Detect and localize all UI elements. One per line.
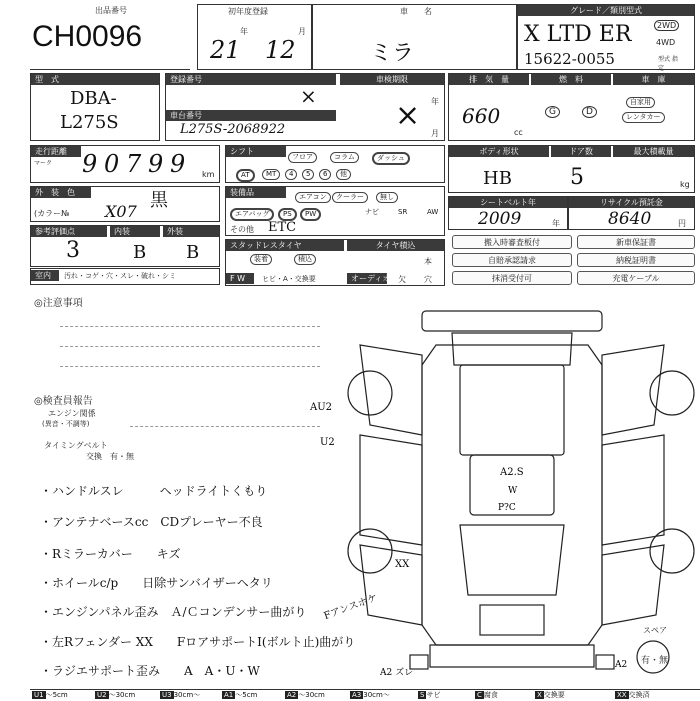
inspection-month: 月 xyxy=(431,129,439,138)
seatbelt-unit: 年 xyxy=(552,219,560,228)
caution-line xyxy=(60,366,320,367)
diagram-rear-glass xyxy=(460,525,564,595)
diagram-mark: AU2 xyxy=(310,402,333,413)
aircon-none: 無し xyxy=(376,192,398,203)
doc-liability: 自賠承認請求 xyxy=(452,253,572,267)
legend-u2: U2 ～30cm xyxy=(97,691,136,699)
diagram-right-rear xyxy=(602,545,664,625)
equip-navi: ナビ xyxy=(362,208,382,217)
room-label: 室内 xyxy=(31,270,59,281)
body-value: HB xyxy=(483,168,512,189)
diagram-mark: A2 xyxy=(615,660,628,670)
seatbelt-value: 2009 xyxy=(478,209,522,229)
first-reg-label: 初年度登録 xyxy=(228,7,268,16)
diagram-front-glass xyxy=(460,365,564,455)
diagram-rear-tailgate xyxy=(480,605,544,635)
doc-deregistration: 抹消受付可 xyxy=(452,271,572,285)
yen-unit: 円 xyxy=(678,219,686,228)
report-line xyxy=(130,426,320,427)
type-code: 15622-0055 xyxy=(524,50,615,68)
equip-ps: PS xyxy=(278,208,297,221)
interior-label: 内装 xyxy=(110,226,160,237)
diagram-rear-bumper xyxy=(430,645,594,667)
chassis-label: 車台番号 xyxy=(166,110,336,121)
diagram-front-bumper xyxy=(422,311,602,331)
lot-number-label: 出品番号 xyxy=(95,6,127,15)
diagram-mark: P?C xyxy=(498,503,516,513)
equip-airbag: エアバッグ xyxy=(230,208,274,221)
exterior-value: B xyxy=(186,242,200,263)
mileage-digit: 7 xyxy=(126,150,142,178)
diagram-rear-plate xyxy=(410,655,428,669)
audio-hole: 穴 xyxy=(424,275,432,284)
shift-5: 5 xyxy=(302,169,314,180)
doors-value: 5 xyxy=(570,165,584,190)
diagram-mark: A2 ズレ xyxy=(380,668,414,678)
mileage-digit: 9 xyxy=(170,150,186,178)
studless-label: スタッドレスタイヤ xyxy=(226,240,344,251)
seatbelt-label: シートベルト年 xyxy=(449,197,567,208)
drive-4wd: 4WD xyxy=(656,38,676,47)
eval-label: 参考評価点 xyxy=(31,226,107,237)
legend-xx: XX 交換済 xyxy=(617,691,650,699)
room-options: 汚れ・コゲ・穴・スレ・破れ・シミ xyxy=(64,272,176,280)
car-name-label: 車 名 xyxy=(400,7,432,16)
usage-rental: レンタカー xyxy=(622,112,665,123)
grade-label: グレード／類別型式 xyxy=(518,5,694,16)
mileage-digit: 9 xyxy=(148,150,164,178)
equip-label: 装備品 xyxy=(226,187,286,198)
shift-mt: MT xyxy=(262,169,280,180)
displacement-value: 660 xyxy=(462,104,501,128)
engine-sub: (異音・不調等) xyxy=(42,420,90,428)
legend-x: X 交換要 xyxy=(537,691,565,699)
shift-dash: ダッシュ xyxy=(372,152,410,165)
spare-label: スペア xyxy=(643,626,667,635)
note-line: ・左Rフェンダー XX FロアサポートI(ボルト止)曲がり xyxy=(40,635,356,649)
note-line: ・アンテナベースcc CDプレーヤー不良 xyxy=(40,515,263,529)
mileage-sub: マーク xyxy=(34,160,53,167)
grade-value: X LTD ER xyxy=(524,22,632,47)
diagram-right-fender xyxy=(602,345,664,435)
diagram-left-fender xyxy=(360,345,422,435)
recycle-value: 8640 xyxy=(608,209,652,229)
doors-label: ドア数 xyxy=(551,146,611,157)
month-unit: 月 xyxy=(298,27,306,36)
first-reg-year: 21 xyxy=(210,36,241,64)
mileage-label: 走行距離 xyxy=(31,146,81,157)
car-name: ミラ xyxy=(370,41,415,66)
aircon-ac: エアコン xyxy=(295,192,331,203)
report-title: ◎検査員報告 xyxy=(34,396,93,407)
color-value: 黒 xyxy=(150,190,168,211)
diagram-wheel-fr xyxy=(650,371,694,415)
fuel-label: 燃 料 xyxy=(531,74,611,85)
legend-a1: A1 ～5cm xyxy=(224,691,258,699)
model-line1: DBA- xyxy=(70,88,117,109)
timing-label: タイミングベルト xyxy=(44,441,108,450)
legend-u1: U1 ～5cm xyxy=(34,691,68,699)
other-label: その他 xyxy=(230,225,254,234)
shift-other: 他 xyxy=(336,169,351,180)
shift-4: 4 xyxy=(285,169,297,180)
first-reg-month: 12 xyxy=(265,36,296,64)
audio-missing: 欠 xyxy=(398,275,406,284)
fuel-d: D xyxy=(582,106,597,118)
eval-value: 3 xyxy=(66,238,80,263)
usage-label: 車 庫 xyxy=(613,74,694,85)
legend-s: S サビ xyxy=(420,691,441,699)
doc-tax: 納税証明書 xyxy=(577,253,695,267)
shift-6: 6 xyxy=(319,169,331,180)
model-type-label: 型式 指定 xyxy=(658,56,678,72)
reg-no-label: 登録番号 xyxy=(166,74,336,85)
diagram-wheel-rl xyxy=(348,529,392,573)
doc-plate: 搬入時審査板付 xyxy=(452,235,572,249)
capacity-label: 最大積載量 xyxy=(613,146,694,157)
inspection-year: 年 xyxy=(431,97,439,106)
diagram-mark: U2 xyxy=(320,437,335,448)
caution-line xyxy=(60,326,320,327)
legend-c: C 腐食 xyxy=(477,691,498,699)
color-code-label: (カラー№ xyxy=(34,209,70,218)
model-line2: L275S xyxy=(60,112,119,133)
diagram-rear-plate xyxy=(596,655,614,669)
usage-private: 自家用 xyxy=(626,97,655,108)
diagram-wheel-rr xyxy=(650,529,694,573)
equip-sr: SR xyxy=(395,208,410,217)
studless-loaded: 積込 xyxy=(294,254,316,265)
km-unit: km xyxy=(202,170,215,179)
diagram-wheel-fl xyxy=(348,371,392,415)
tire-load-label: タイヤ積込 xyxy=(347,240,444,251)
color-code: X07 xyxy=(105,202,137,221)
fw-label: F W xyxy=(226,273,254,284)
shift-column: コラム xyxy=(330,152,359,163)
inspection-value: × xyxy=(395,98,421,133)
fuel-g: G xyxy=(545,106,560,118)
cc-unit: cc xyxy=(514,128,523,137)
color-label: 外 装 色 xyxy=(31,187,91,198)
timing-options: 交換 有・無 xyxy=(86,452,134,461)
year-unit: 年 xyxy=(240,27,248,36)
side-note: Fアンスホケ xyxy=(322,592,380,623)
diagram-mark: XX xyxy=(395,559,410,570)
mileage-digits xyxy=(82,150,192,178)
note-line: ・ハンドルスレ ヘッドライトくもり xyxy=(40,484,268,498)
engine-label: エンジン関係 xyxy=(48,409,96,418)
model-label: 型 式 xyxy=(31,74,159,85)
shift-floor: フロア xyxy=(288,152,317,163)
body-label: ボディ形状 xyxy=(449,146,549,157)
shift-label: シフト xyxy=(226,146,286,157)
other-value: ETC xyxy=(268,220,297,235)
caution-title: ◎注意事項 xyxy=(34,298,83,309)
tire-load-unit: 本 xyxy=(424,257,432,266)
note-line: ・Rミラーカバー キズ xyxy=(40,547,181,561)
drive-2wd: 2WD xyxy=(654,20,679,31)
equip-pw: PW xyxy=(300,208,321,221)
doc-charge-cable: 充電ケーブル xyxy=(577,271,695,285)
note-line: ・ホイールc/p 日除サンバイザーヘタリ xyxy=(40,576,273,590)
displacement-label: 排 気 量 xyxy=(449,74,529,85)
inspection-label: 車検期限 xyxy=(340,74,444,85)
reg-no-value: × xyxy=(300,84,317,108)
shift-at: AT xyxy=(236,169,255,182)
equip-aw: AW xyxy=(424,208,441,217)
legend-a2: A2 ～30cm xyxy=(287,691,325,699)
diagram-mark: W xyxy=(508,486,518,496)
exterior-label: 外装 xyxy=(163,226,219,237)
diagram-mark: A2.S xyxy=(500,467,524,478)
diagram-right-door xyxy=(602,435,664,545)
diagram-hood xyxy=(452,333,572,365)
fw-options: ヒビ・A・交換要 xyxy=(262,275,316,283)
note-line: ・ラジエサポート歪み A A・U・W xyxy=(40,664,260,678)
caution-line xyxy=(60,346,320,347)
note-line: ・エンジンパネル歪み Ａ/Ｃコンデンサー曲がり xyxy=(40,605,307,619)
capacity-unit: kg xyxy=(680,180,690,189)
recycle-label: リサイクル預託金 xyxy=(569,197,694,208)
legend-u3: U3 30cm～ xyxy=(162,691,201,699)
mileage-digit: 9 xyxy=(82,150,98,178)
legend-a3: A3 30cm～ xyxy=(352,691,390,699)
interior-value: B xyxy=(133,242,147,263)
chassis-value: L275S-2068922 xyxy=(180,122,286,137)
aircon-cooler: クーラー xyxy=(332,192,368,203)
mileage-digit: 0 xyxy=(104,150,120,178)
doc-warranty: 新車保証書 xyxy=(577,235,695,249)
studless-mounted: 装着 xyxy=(250,254,272,265)
lot-id: CH0096 xyxy=(32,20,143,53)
audio-label: オーディオ xyxy=(347,273,387,284)
spare-value: 有・無 xyxy=(641,656,669,666)
